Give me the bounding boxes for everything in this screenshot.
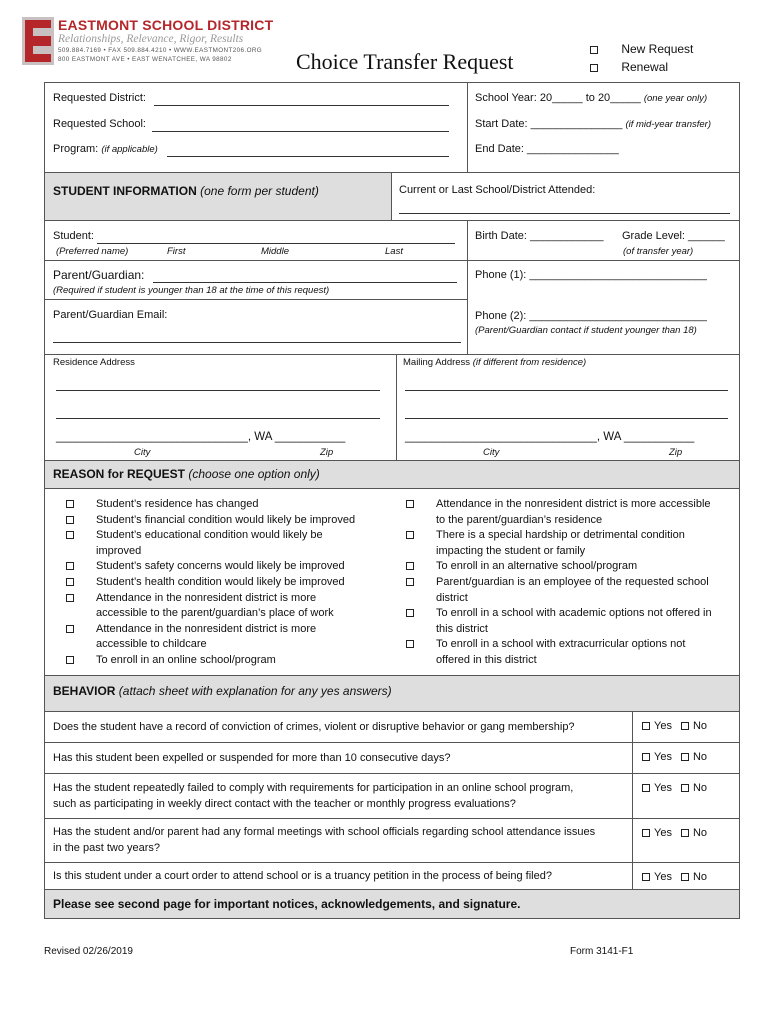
yes-label: Yes bbox=[654, 782, 672, 794]
start-date-label: Start Date: _______________ bbox=[475, 118, 623, 130]
reason-option-text: To enroll in an alternative school/program bbox=[436, 560, 638, 573]
no-checkbox[interactable] bbox=[681, 753, 689, 761]
district-contact: 509.884.7169 • FAX 509.884.4210 • WWW.EASTMONT206.ORG bbox=[58, 47, 263, 54]
student-label: Student: bbox=[53, 230, 94, 242]
last-caption: Last bbox=[385, 246, 403, 257]
behavior-question-text: such as participating in weekly direct contact with the teacher or monthly progress evaluations? bbox=[53, 797, 516, 810]
new-request-checkbox[interactable] bbox=[590, 46, 598, 54]
reason-checkbox[interactable] bbox=[406, 640, 414, 648]
row-divider bbox=[44, 862, 740, 863]
reason-option-text: accessible to childcare bbox=[96, 638, 207, 651]
school-year-label: School Year: 20_____ to 20_____ bbox=[475, 92, 641, 104]
district-logo bbox=[22, 17, 54, 65]
residence-line-2[interactable] bbox=[56, 418, 380, 419]
reason-option-text: Student’s educational condition would likely be bbox=[96, 529, 323, 542]
reason-checkbox[interactable] bbox=[66, 594, 74, 602]
mailing-address-note: (if different from residence) bbox=[472, 357, 587, 368]
no-option[interactable] bbox=[681, 720, 707, 732]
yes-checkbox[interactable] bbox=[642, 829, 650, 837]
district-name: EASTMONT SCHOOL DISTRICT bbox=[58, 17, 274, 33]
yes-label: Yes bbox=[654, 720, 672, 732]
yes-label: Yes bbox=[654, 751, 672, 763]
start-date-field[interactable] bbox=[475, 118, 711, 130]
behavior-question-text: Has the student and/or parent had any formal meetings with school officials regarding school attendance issues bbox=[53, 826, 596, 838]
reason-option-text: offered in this district bbox=[436, 653, 537, 666]
student-info-heading: STUDENT INFORMATION bbox=[53, 184, 197, 198]
no-option[interactable] bbox=[681, 782, 707, 794]
no-label: No bbox=[692, 827, 708, 839]
mailing-city-caption: City bbox=[483, 447, 500, 458]
reason-option-text: Student’s health condition would likely be improved bbox=[96, 575, 345, 588]
row-divider bbox=[44, 818, 740, 819]
email-field[interactable] bbox=[53, 342, 461, 343]
yes-checkbox[interactable] bbox=[642, 784, 650, 792]
reason-option[interactable] bbox=[390, 559, 740, 575]
yes-checkbox[interactable] bbox=[642, 722, 650, 730]
mailing-line-2[interactable] bbox=[405, 418, 728, 419]
reason-checkbox[interactable] bbox=[406, 609, 414, 617]
no-checkbox[interactable] bbox=[681, 829, 689, 837]
residence-city-caption: City bbox=[134, 447, 151, 458]
behavior-question bbox=[53, 868, 628, 884]
behavior-question bbox=[53, 824, 628, 856]
mailing-city-zip[interactable]: ______________________________, WA ___________ bbox=[405, 431, 695, 443]
second-page-note: Please see second page for important notices, acknowledgements, and signature. bbox=[53, 897, 521, 911]
school-year-note: (one year only) bbox=[643, 93, 708, 104]
reason-option-text: impacting the student or family bbox=[436, 544, 586, 557]
no-option[interactable] bbox=[681, 751, 707, 763]
reason-option-text: Attendance in the nonresident district is more bbox=[96, 622, 317, 635]
form-title: Choice Transfer Request bbox=[296, 49, 514, 74]
yes-label: Yes bbox=[654, 827, 672, 839]
reason-option-text: this district bbox=[436, 622, 488, 635]
reason-option[interactable] bbox=[50, 513, 395, 529]
requested-school-label: Requested School: bbox=[53, 118, 146, 130]
no-option[interactable] bbox=[681, 827, 707, 839]
residence-line-1[interactable] bbox=[56, 390, 380, 391]
reason-options-right bbox=[390, 497, 740, 669]
grade-level-note: (of transfer year) bbox=[623, 246, 694, 257]
current-school-field[interactable] bbox=[399, 213, 730, 214]
reason-option-text: accessible to the parent/guardian’s place of work bbox=[96, 607, 334, 620]
reason-option-text: To enroll in a school with academic options not offered in bbox=[436, 607, 712, 620]
phone1-field[interactable]: Phone (1): _____________________________ bbox=[475, 269, 707, 281]
first-caption: First bbox=[167, 246, 186, 257]
yes-option[interactable] bbox=[642, 827, 672, 839]
yes-option[interactable] bbox=[642, 782, 672, 794]
reason-checkbox[interactable] bbox=[66, 531, 74, 539]
phone2-field[interactable]: Phone (2): _____________________________ bbox=[475, 310, 707, 322]
no-label: No bbox=[692, 782, 708, 794]
mailing-address-label bbox=[403, 357, 586, 368]
reason-option[interactable] bbox=[390, 606, 740, 637]
residence-zip-caption: Zip bbox=[320, 447, 334, 458]
behavior-question-text: Does the student have a record of conviction of crimes, violent or disruptive behavior or gang membership? bbox=[53, 720, 575, 733]
no-checkbox[interactable] bbox=[681, 722, 689, 730]
reason-option-text: Attendance in the nonresident district is more accessible bbox=[436, 498, 711, 510]
reason-option-text: There is a special hardship or detrimental condition bbox=[436, 529, 685, 542]
reason-option[interactable] bbox=[50, 653, 395, 669]
birth-date-field[interactable]: Birth Date: ____________ bbox=[475, 230, 604, 242]
behavior-question bbox=[53, 750, 628, 766]
student-name-field[interactable] bbox=[97, 243, 455, 244]
yes-no-group bbox=[642, 871, 707, 883]
current-school-label: Current or Last School/District Attended: bbox=[399, 184, 596, 196]
reason-option-text: improved bbox=[96, 544, 142, 557]
yes-no-group bbox=[642, 827, 707, 839]
reason-option[interactable] bbox=[390, 528, 740, 559]
reason-option-text: To enroll in a school with extracurricular options not bbox=[436, 638, 686, 651]
reason-options-left bbox=[50, 497, 395, 669]
reason-option[interactable] bbox=[390, 497, 740, 528]
yes-option[interactable] bbox=[642, 720, 672, 732]
middle-caption: Middle bbox=[261, 246, 289, 257]
reason-checkbox[interactable] bbox=[66, 562, 74, 570]
behavior-note: (attach sheet with explanation for any yes answers) bbox=[118, 684, 392, 698]
behavior-title bbox=[53, 684, 392, 698]
yes-no-group bbox=[642, 720, 707, 732]
renewal-label: Renewal bbox=[621, 60, 669, 74]
yes-checkbox[interactable] bbox=[642, 753, 650, 761]
no-label: No bbox=[692, 871, 708, 883]
parent-label: Parent/Guardian: bbox=[53, 268, 145, 282]
mailing-line-1[interactable] bbox=[405, 390, 728, 391]
yes-checkbox[interactable] bbox=[642, 873, 650, 881]
reason-option-text: To enroll in an online school/program bbox=[96, 653, 276, 666]
program-note: (if applicable) bbox=[101, 144, 158, 155]
renewal-option[interactable] bbox=[590, 60, 668, 74]
reason-option-text: district bbox=[436, 591, 468, 604]
program-label-text: Program: bbox=[53, 143, 99, 155]
no-label: No bbox=[692, 720, 708, 732]
reason-option-text: Attendance in the nonresident district is more bbox=[96, 591, 317, 604]
parent-note: (Required if student is younger than 18 at the time of this request) bbox=[53, 285, 330, 296]
new-request-option[interactable] bbox=[590, 42, 693, 56]
reason-title bbox=[53, 467, 320, 481]
reason-option[interactable] bbox=[50, 575, 395, 591]
yes-option[interactable] bbox=[642, 751, 672, 763]
yes-option[interactable] bbox=[642, 871, 672, 883]
reason-checkbox[interactable] bbox=[66, 500, 74, 508]
reason-option[interactable] bbox=[390, 575, 740, 606]
yes-label: Yes bbox=[654, 871, 672, 883]
behavior-heading: BEHAVIOR bbox=[53, 684, 116, 698]
reason-option-text: to the parent/guardian’s residence bbox=[436, 513, 603, 526]
residence-address-label: Residence Address bbox=[53, 357, 135, 368]
student-info-title bbox=[53, 184, 319, 198]
no-option[interactable] bbox=[681, 871, 707, 883]
program-label bbox=[53, 143, 158, 155]
preferred-name-caption: (Preferred name) bbox=[56, 246, 129, 257]
behavior-question-text: in the past two years? bbox=[53, 842, 161, 854]
reason-option[interactable] bbox=[50, 622, 395, 653]
start-date-note: (if mid-year transfer) bbox=[625, 119, 711, 130]
reason-note: (choose one option only) bbox=[188, 467, 320, 481]
behavior-question-text: Has this student been expelled or suspended for more than 10 consecutive days? bbox=[53, 751, 451, 764]
form-number: Form 3141-F1 bbox=[570, 946, 634, 957]
reason-option-text: Student’s safety concerns would likely be improved bbox=[96, 560, 345, 573]
reason-checkbox[interactable] bbox=[406, 531, 414, 539]
behavior-question bbox=[53, 719, 628, 735]
reason-checkbox[interactable] bbox=[66, 516, 74, 524]
row-divider bbox=[44, 773, 740, 774]
reason-option[interactable] bbox=[50, 528, 395, 559]
requested-district-label: Requested District: bbox=[53, 92, 146, 104]
reason-checkbox[interactable] bbox=[406, 500, 414, 508]
requested-school-field[interactable] bbox=[152, 131, 449, 132]
reason-option-text: Student’s residence has changed bbox=[96, 498, 259, 510]
grade-level-field[interactable]: Grade Level: ______ bbox=[622, 230, 725, 242]
behavior-question bbox=[53, 780, 628, 812]
reason-option[interactable] bbox=[390, 637, 740, 668]
end-date-field[interactable]: End Date: _______________ bbox=[475, 143, 619, 155]
no-label: No bbox=[692, 751, 708, 763]
district-tagline: Relationships, Relevance, Rigor, Results bbox=[58, 33, 244, 45]
revised-date: Revised 02/26/2019 bbox=[44, 946, 133, 957]
residence-city-zip[interactable]: ______________________________, WA ___________ bbox=[56, 431, 346, 443]
reason-option[interactable] bbox=[50, 591, 395, 622]
new-request-label: New Request bbox=[621, 42, 694, 56]
student-info-note: (one form per student) bbox=[200, 184, 319, 198]
program-field[interactable] bbox=[167, 156, 449, 157]
reason-option[interactable] bbox=[50, 497, 395, 513]
behavior-question-text: Is this student under a court order to attend school or is a truancy petition in the process of being filed? bbox=[53, 869, 552, 882]
behavior-question-text: Has the student repeatedly failed to comply with requirements for participation in an online school program, bbox=[53, 781, 574, 794]
reason-option-text: Student’s financial condition would likely be improved bbox=[96, 513, 356, 526]
no-checkbox[interactable] bbox=[681, 784, 689, 792]
parent-name-field[interactable] bbox=[153, 282, 457, 283]
reason-checkbox[interactable] bbox=[66, 625, 74, 633]
email-label: Parent/Guardian Email: bbox=[53, 309, 168, 321]
district-address: 800 EASTMONT AVE • EAST WENATCHEE, WA 98802 bbox=[58, 56, 232, 63]
yes-no-group bbox=[642, 782, 707, 794]
requested-district-field[interactable] bbox=[154, 105, 449, 106]
school-year-field[interactable] bbox=[475, 92, 707, 104]
reason-checkbox[interactable] bbox=[406, 578, 414, 586]
renewal-checkbox[interactable] bbox=[590, 64, 598, 72]
reason-heading: REASON for REQUEST bbox=[53, 467, 186, 481]
mailing-zip-caption: Zip bbox=[669, 447, 683, 458]
reason-option[interactable] bbox=[50, 559, 395, 575]
reason-checkbox[interactable] bbox=[66, 656, 74, 664]
no-checkbox[interactable] bbox=[681, 873, 689, 881]
reason-checkbox[interactable] bbox=[66, 578, 74, 586]
row-divider bbox=[44, 742, 740, 743]
reason-option-text: Parent/guardian is an employee of the requested school bbox=[436, 575, 709, 588]
mailing-address-heading: Mailing Address bbox=[403, 357, 471, 368]
phone2-note: (Parent/Guardian contact if student younger than 18) bbox=[475, 325, 697, 336]
reason-checkbox[interactable] bbox=[406, 562, 414, 570]
yes-no-group bbox=[642, 751, 707, 763]
